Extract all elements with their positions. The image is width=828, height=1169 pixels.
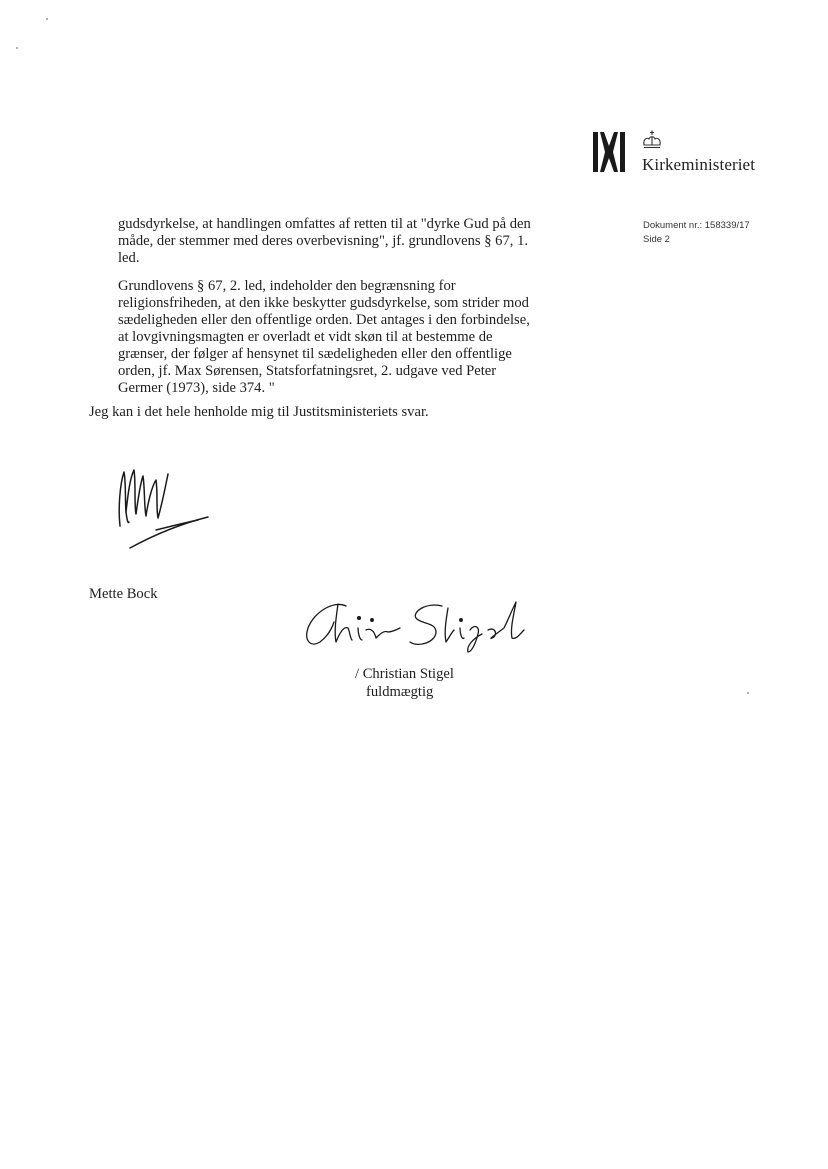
scan-speck	[46, 18, 48, 20]
ministry-logo	[590, 128, 790, 178]
document-info	[643, 219, 750, 247]
text-line: sædeligheden eller den offentlige orden. Det antages i den forbindelse,	[118, 312, 530, 328]
quoted-text-block	[118, 216, 578, 408]
crown-icon	[641, 130, 663, 150]
scan-speck	[747, 692, 749, 694]
document-number: Dokument nr.: 158339/17	[643, 220, 750, 231]
handwritten-signature-icon	[112, 460, 217, 552]
text-line: Germer (1973), side 374. "	[118, 380, 275, 396]
handwritten-signature-icon	[300, 598, 530, 654]
scan-speck	[16, 47, 18, 49]
quote-paragraph-2	[118, 278, 578, 397]
page-number: Side 2	[643, 234, 670, 245]
statement-text: Jeg kan i det hele henholde mig til Justitsministeriets svar.	[89, 404, 429, 420]
text-line: orden, jf. Max Sørensen, Statsforfatningsret, 2. udgave ved Peter	[118, 363, 497, 379]
text-line: religionsfriheden, at den ikke beskytter gudsdyrkelse, som strider mod	[118, 295, 529, 311]
ministry-emblem-icon	[593, 132, 625, 172]
quote-paragraph-1	[118, 216, 578, 267]
signatory-name-2: / Christian Stigel	[355, 666, 454, 682]
signatory-name-1: Mette Bock	[89, 586, 158, 602]
text-line: led.	[118, 250, 140, 266]
signatory-title-2: fuldmægtig	[366, 684, 434, 700]
text-line: gudsdyrkelse, at handlingen omfattes af retten til at "dyrke Gud på den	[118, 216, 531, 232]
text-line: Grundlovens § 67, 2. led, indeholder den begrænsning for	[118, 278, 456, 294]
text-line: grænser, der følger af hensynet til sædeligheden eller den offentlige	[118, 346, 512, 362]
logo-text: Kirkeministeriet	[642, 155, 756, 174]
text-line: måde, der stemmer med deres overbevisning", jf. grundlovens § 67, 1.	[118, 233, 529, 249]
text-line: at lovgivningsmagten er overladt et vidt skøn til at bestemme de	[118, 329, 493, 345]
